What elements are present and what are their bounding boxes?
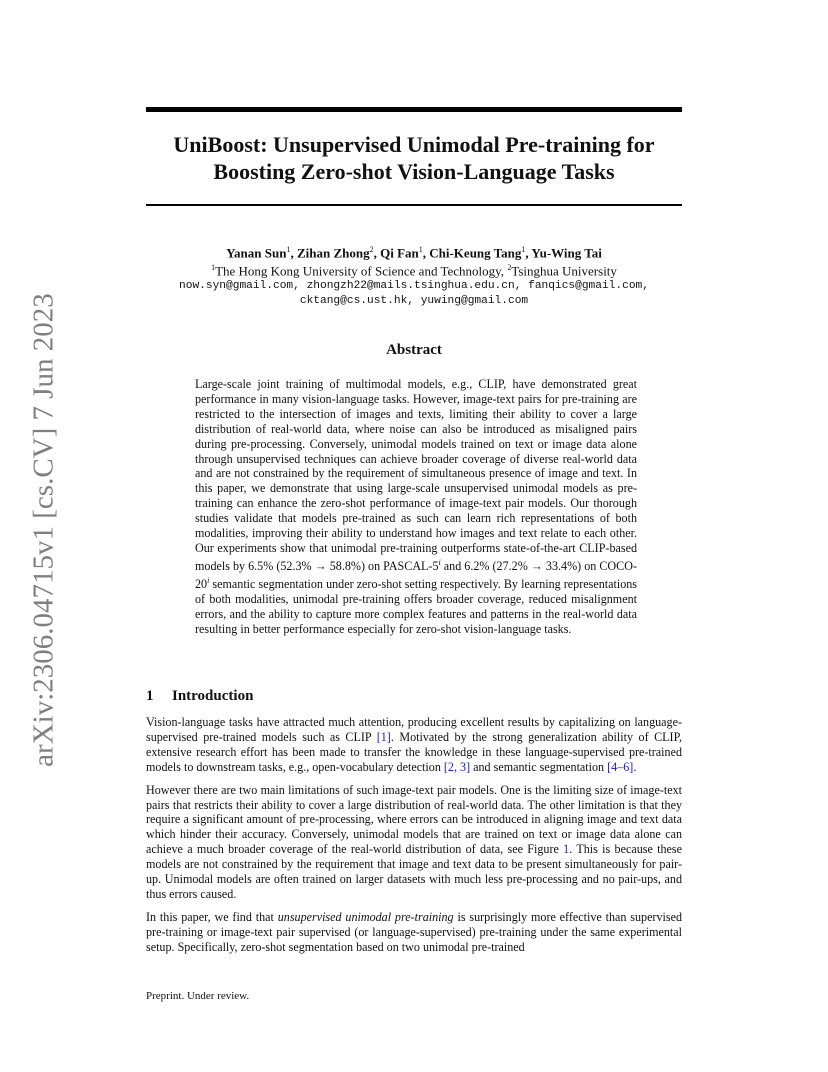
text-run: However there are two main limitations of such image-text pair models. One is the limiting size of image-text pairs that restricts their ability to cover a large distribution of real-world data. The other limitation is that they require a significant amount of pre-processing, where errors can be introduced in aligning image and text data which hinder their accuracy. Conversely, unimodal models that are trained on text or image data alone can achieve a much broader coverage of the real-world distribution of data, see Figure [146, 782, 682, 857]
author-name: Chi-Keung Tang [429, 245, 522, 261]
citation-link[interactable]: [4–6] [607, 759, 634, 774]
author-emails-line-1: now.syn@gmail.com, zhongzh22@mails.tsinghua.edu.cn, fanqics@gmail.com, [179, 279, 649, 292]
text-run: . [633, 759, 637, 774]
paragraph [146, 910, 682, 955]
author-affil-mark: 1 [418, 245, 423, 254]
author-affil-mark: 1 [521, 245, 526, 254]
author-names: Yanan Sun$^1$, Zihan Zhong$^2$, Qi Fan$^1$, Chi-Keung Tang$^1$, Yu-Wing Tai [226, 245, 602, 261]
superscript: i [438, 557, 441, 567]
footer-note: Preprint. Under review. [146, 990, 250, 1002]
author-emails-line-2: cktang@cs.ust.hk, yuwing@gmail.com [299, 294, 529, 307]
author-block [146, 242, 682, 309]
text-run: Vision-language tasks have attracted much attention, producing excellent results by capitalizing on language-supervised pre-trained models such as CLIP [146, 715, 682, 744]
arxiv-identifier: arXiv:2306.04715v1 [cs.CV] 7 Jun 2023 [27, 293, 60, 767]
superscript: i [207, 575, 210, 585]
introduction-body [146, 715, 682, 963]
affil-mark: 2 [507, 263, 512, 273]
author-name: Qi Fan [380, 245, 419, 261]
paragraph [146, 715, 682, 775]
author-name: Zihan Zhong [296, 245, 370, 261]
text-run: and semantic segmentation [470, 759, 608, 774]
author-affil-mark: 1 [286, 245, 291, 254]
author-name: Yanan Sun [226, 245, 287, 261]
affiliation-1: The Hong Kong University of Science and Technology, [215, 263, 508, 279]
text-run: In this paper, we find that [146, 909, 278, 924]
citation-link[interactable]: [1] [376, 729, 391, 744]
abstract-heading: Abstract [386, 342, 442, 358]
emphasis: unsupervised unimodal pre-training [277, 909, 454, 924]
paragraph [146, 783, 682, 902]
affiliations [146, 260, 682, 278]
affil-mark: 1 [211, 263, 216, 273]
paper-title [146, 131, 682, 185]
citation-link[interactable]: [2, 3] [443, 759, 471, 774]
abstract-part: and 6.2% (27.2% → 33.4%) on COCO-20 [195, 558, 637, 591]
title-line-1: UniBoost: Unsupervised Unimodal Pre-training for [173, 132, 655, 157]
abstract-part: Large-scale joint training of multimodal models, e.g., CLIP, have demonstrated great performance in many vision-language tasks. However, image-text pairs for pre-training are restricted to the intersection of images and texts, limiting their ability to cover a large distribution of real-world data, where noise can also be introduced as misaligned pairs during pre-processing. Conversely, unimodal models trained on text or image data alone through unsupervised techniques can achieve broader coverage of diverse real-world data and are not constrained by the requirement of simultaneous presence of image and text. In this paper, we demonstrate that using large-scale unsupervised unimodal models as pre-training can enhance the zero-shot performance of image-text pair models. Our thorough studies validate that models pre-trained as such can learn rich representations of both modalities, improving their ability to understand how images and text relate to each other. Our experiments show that unimodal pre-training outperforms state-of-the-art CLIP-based models by 6.5% (52.3% → 58.8%) on PASCAL-5 [195, 377, 637, 573]
title-top-rule [146, 107, 682, 112]
text-run: . Motivated by the strong generalization ability of CLIP, extensive research effort has been made to transfer the knowledge in these language-supervised pre-trained models to downstream tasks, e.g., open-vocabulary detection [146, 729, 682, 774]
title-line-2: Boosting Zero-shot Vision-Language Tasks [213, 159, 615, 184]
title-bottom-rule [146, 204, 682, 206]
figure-link[interactable]: 1 [563, 842, 570, 857]
text-run: is surprisingly more effective than supervised pre-training or image-text pair supervised (or language-supervised) pre-training under the same experimental setup. Specifically, zero-shot segmentation based on two unimodal pre-trained [146, 909, 682, 954]
author-affil-mark: 2 [369, 245, 374, 254]
section-heading-introduction [146, 688, 682, 705]
abstract-text [195, 377, 637, 636]
abstract-part: semantic segmentation under zero-shot setting respectively. By learning representations of both modalities, unimodal pre-training offers broader coverage, reduced misalignment errors, and the ability to capture more complex features and patterns in the real-world data resulting in better performance especially for zero-shot vision-language tasks. [195, 576, 637, 636]
section-number: 1 [146, 688, 154, 704]
section-title: Introduction [172, 688, 254, 704]
text-run: . This is because these models are not constrained by the requirement that image and text data to be present simultaneously for pair-up. Unimodal models are often trained on larger datasets with much less pre-processing and no pair-ups, and thus errors caused. [146, 842, 682, 901]
author-name: Yu-Wing Tai [531, 245, 602, 261]
affiliation-2: Tsinghua University [511, 263, 617, 279]
